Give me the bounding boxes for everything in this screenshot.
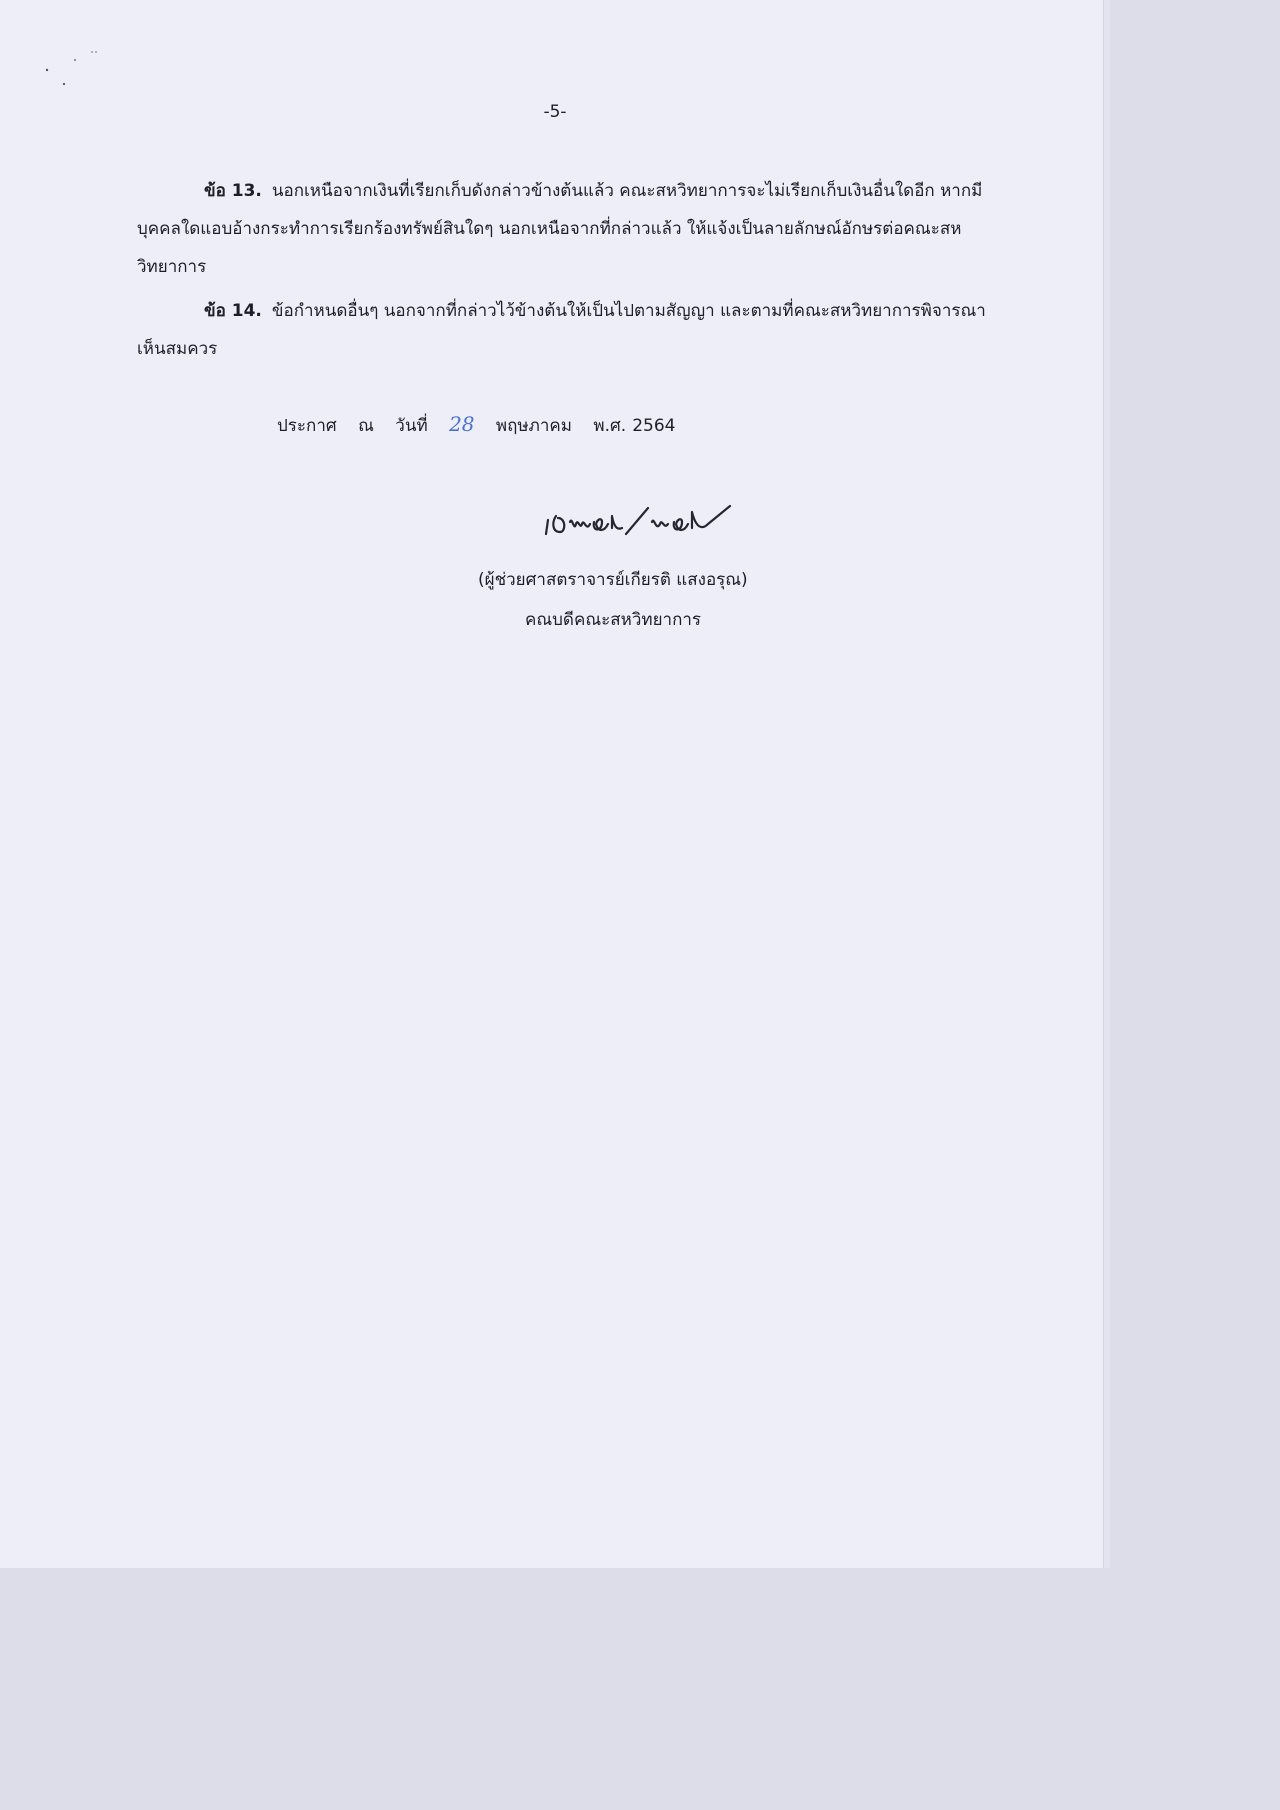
month: พฤษภาคม	[495, 416, 572, 436]
announce-at: ณ	[358, 416, 374, 436]
era: พ.ศ.	[593, 416, 627, 436]
clause-13	[137, 172, 997, 286]
signer-title: คณบดีคณะสหวิทยาการ	[525, 610, 702, 630]
clause-number: ข้อ 14.	[204, 301, 262, 321]
date-label: วันที่	[395, 416, 428, 436]
handwritten-day: 28	[449, 412, 475, 436]
clause-text: นอกเหนือจากเงินที่เรียกเก็บดังกล่าวข้างต้นแล้ว คณะสหวิทยาการจะไม่เรียกเก็บเงินอื่นใดอีก หากมีบุคคลใดแอบอ้างกระทำการเรียกร้องทรัพย์สินใดๆ นอกเหนือจากที่กล่าวแล้ว ให้แจ้งเป็นลายลักษณ์อักษรต่อคณะสหวิทยาการ	[137, 181, 983, 277]
page-number: -5-	[543, 102, 567, 122]
signer-name: (ผู้ช่วยศาสตราจารย์เกียรติ แสงอรุณ)	[478, 570, 748, 590]
clause-number: ข้อ 13.	[204, 181, 262, 201]
clause-14	[137, 292, 997, 368]
announcement-date-line	[277, 412, 691, 439]
handwritten-signature	[540, 494, 750, 544]
announce-prefix: ประกาศ	[277, 416, 337, 436]
year: 2564	[632, 416, 676, 436]
clause-text: ข้อกำหนดอื่นๆ นอกจากที่กล่าวไว้ข้างต้นให้เป็นไปตามสัญญา และตามที่คณะสหวิทยาการพิจารณาเห็นสมควร	[137, 301, 986, 359]
page-edge-shadow	[1103, 0, 1110, 1568]
scan-specks	[40, 46, 110, 96]
